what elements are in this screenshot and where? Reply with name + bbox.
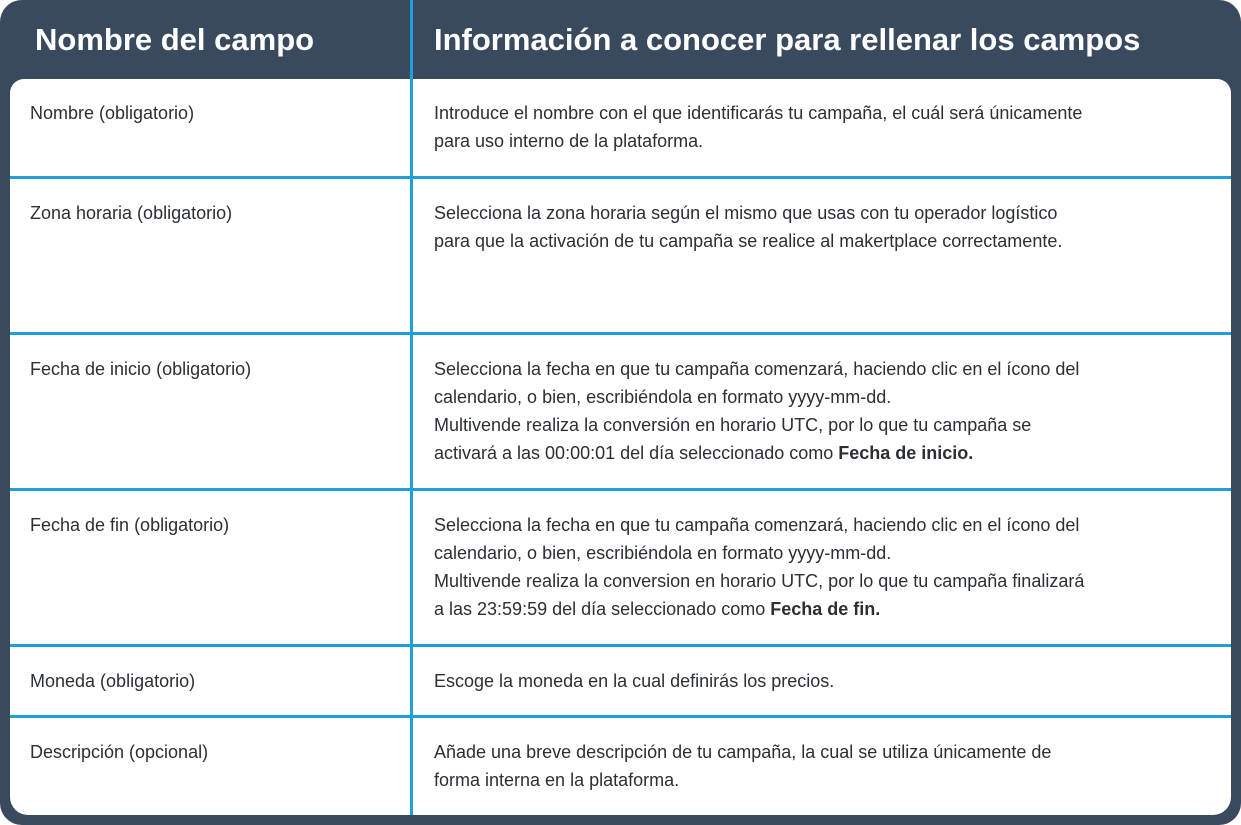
info-line: Selecciona la fecha en que tu campaña comenzará, haciendo clic en el ícono del xyxy=(434,359,1080,379)
info-line: Selecciona la zona horaria según el mismo que usas con tu operador logístico xyxy=(434,203,1058,223)
info-line-bold: Fecha de inicio. xyxy=(838,443,974,463)
info-line: Añade una breve descripción de tu campaña, la cual se utiliza únicamente de xyxy=(434,742,1052,762)
row-field-info xyxy=(434,667,1209,695)
row-field-name: Fecha de inicio (obligatorio) xyxy=(30,359,252,379)
info-line xyxy=(434,595,1209,623)
info-line: calendario, o bien, escribiéndola en formato yyyy-mm-dd. xyxy=(434,543,892,563)
row-field-info xyxy=(434,511,1209,623)
info-line: Introduce el nombre con el que identificarás tu campaña, el cuál será únicamente xyxy=(434,103,1083,123)
row-field-name: Moneda (obligatorio) xyxy=(30,671,196,691)
info-line: calendario, o bien, escribiéndola en formato yyyy-mm-dd. xyxy=(434,387,892,407)
info-line: Multivende realiza la conversion en horario UTC, por lo que tu campaña finalizará xyxy=(434,571,1085,591)
row-field-info xyxy=(434,199,1209,255)
info-line-text: activará a las 00:00:01 del día seleccionado como xyxy=(434,443,839,463)
info-line: Escoge la moneda en la cual definirás los precios. xyxy=(434,671,835,691)
info-line: para que la activación de tu campaña se realice al makertplace correctamente. xyxy=(434,231,1063,251)
info-line: Multivende realiza la conversión en horario UTC, por lo que tu campaña se xyxy=(434,415,1032,435)
header-field-name: Nombre del campo xyxy=(35,22,315,57)
info-line: Selecciona la fecha en que tu campaña comenzará, haciendo clic en el ícono del xyxy=(434,515,1080,535)
table-row xyxy=(10,335,1231,488)
column-divider xyxy=(410,0,413,815)
info-line: forma interna en la plataforma. xyxy=(434,770,680,790)
table-row xyxy=(10,179,1231,332)
table-row xyxy=(10,79,1231,176)
row-field-info xyxy=(434,355,1209,467)
table-row xyxy=(10,718,1231,815)
row-field-name: Zona horaria (obligatorio) xyxy=(30,203,233,223)
table-row xyxy=(10,647,1231,715)
row-field-name: Descripción (opcional) xyxy=(30,742,209,762)
info-line-text: a las 23:59:59 del día seleccionado como xyxy=(434,599,771,619)
table-body xyxy=(10,79,1231,815)
table-row xyxy=(10,491,1231,644)
row-field-info xyxy=(434,738,1209,794)
table-header xyxy=(0,0,1241,79)
info-line xyxy=(434,439,1209,467)
row-field-name: Fecha de fin (obligatorio) xyxy=(30,515,230,535)
row-field-name: Nombre (obligatorio) xyxy=(30,103,195,123)
header-field-info: Información a conocer para rellenar los campos xyxy=(434,22,1141,57)
info-line: para uso interno de la plataforma. xyxy=(434,131,704,151)
info-line-bold: Fecha de fin. xyxy=(770,599,881,619)
row-field-info xyxy=(434,99,1209,155)
